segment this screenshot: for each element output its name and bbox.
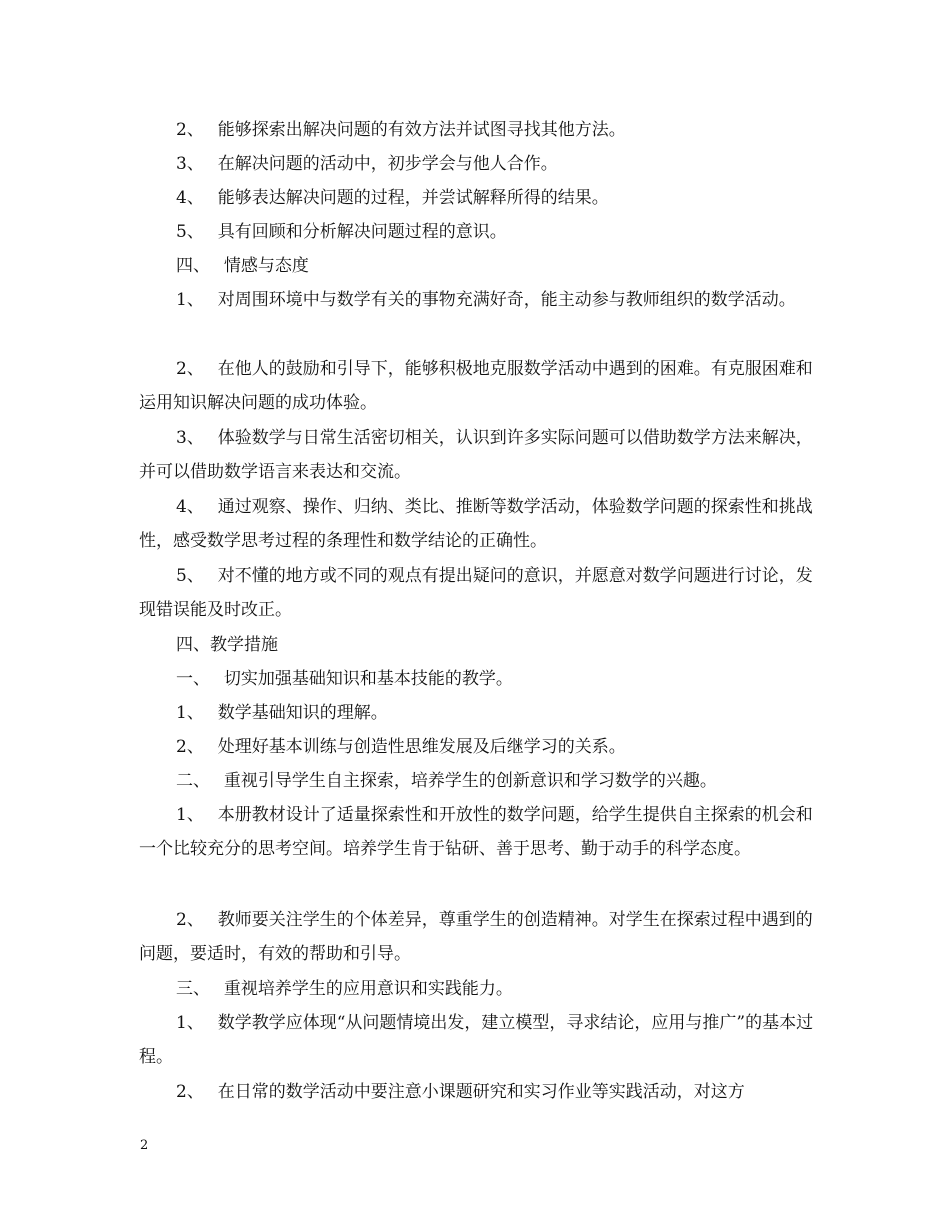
paragraph: 2、 教师要关注学生的个体差异，尊重学生的创造精神。对学生在探索过程中遇到的问题，要适时，有效的帮助和引导。 (139, 910, 813, 964)
paragraph: 2、 处理好基本训练与创造性思维发展及后继学习的关系。 (176, 737, 626, 757)
paragraph: 5、 对不懂的地方或不同的观点有提出疑问的意识，并愿意对数学问题进行讨论，发现错误能及时改正。 (139, 566, 813, 620)
paragraph: 4、 通过观察、操作、归纳、类比、推断等数学活动，体验数学问题的探索性和挑战性，感受数学思考过程的条理性和数学结论的正确性。 (139, 497, 813, 551)
paragraph: 1、 对周围环境中与数学有关的事物充满好奇，能主动参与教师组织的数学活动。 (176, 290, 796, 310)
paragraph: 3、 在解决问题的活动中，初步学会与他人合作。 (176, 154, 558, 174)
subsection-heading: 一、 切实加强基础知识和基本技能的教学。 (176, 669, 513, 689)
paragraph: 3、 体验数学与日常生活密切相关，认识到许多实际问题可以借助数学方法来解决，并可以借助数学语言来表达和交流。 (139, 428, 813, 482)
subsection-heading: 二、 重视引导学生自主探索，培养学生的创新意识和学习数学的兴趣。 (176, 771, 717, 791)
paragraph: 1、 数学教学应体现“从问题情境出发，建立模型，寻求结论，应用与推广”的基本过程。 (139, 1013, 814, 1067)
paragraph: 1、 本册教材设计了适量探索性和开放性的数学问题，给学生提供自主探索的机会和一个比较充分的思考空间。培养学生肯于钻研、善于思考、勤于动手的科学态度。 (139, 805, 813, 859)
paragraph: 1、 数学基础知识的理解。 (176, 703, 388, 723)
paragraph: 2、 能够探索出解决问题的有效方法并试图寻找其他方法。 (176, 120, 626, 140)
subsection-heading: 三、 重视培养学生的应用意识和实践能力。 (176, 979, 513, 999)
paragraph: 5、 具有回顾和分析解决问题过程的意识。 (176, 222, 507, 242)
section-heading: 四、教学措施 (176, 635, 278, 655)
paragraph: 2、 在他人的鼓励和引导下，能够积极地克服数学活动中遇到的困难。有克服困难和运用知识解决问题的成功体验。 (139, 359, 813, 413)
section-heading: 四、 情感与态度 (176, 256, 309, 276)
paragraph: 4、 能够表达解决问题的过程，并尝试解释所得的结果。 (176, 188, 609, 208)
page-number: 2 (140, 1138, 149, 1153)
paragraph: 2、 在日常的数学活动中要注意小课题研究和实习作业等实践活动，对这方 (176, 1082, 745, 1102)
